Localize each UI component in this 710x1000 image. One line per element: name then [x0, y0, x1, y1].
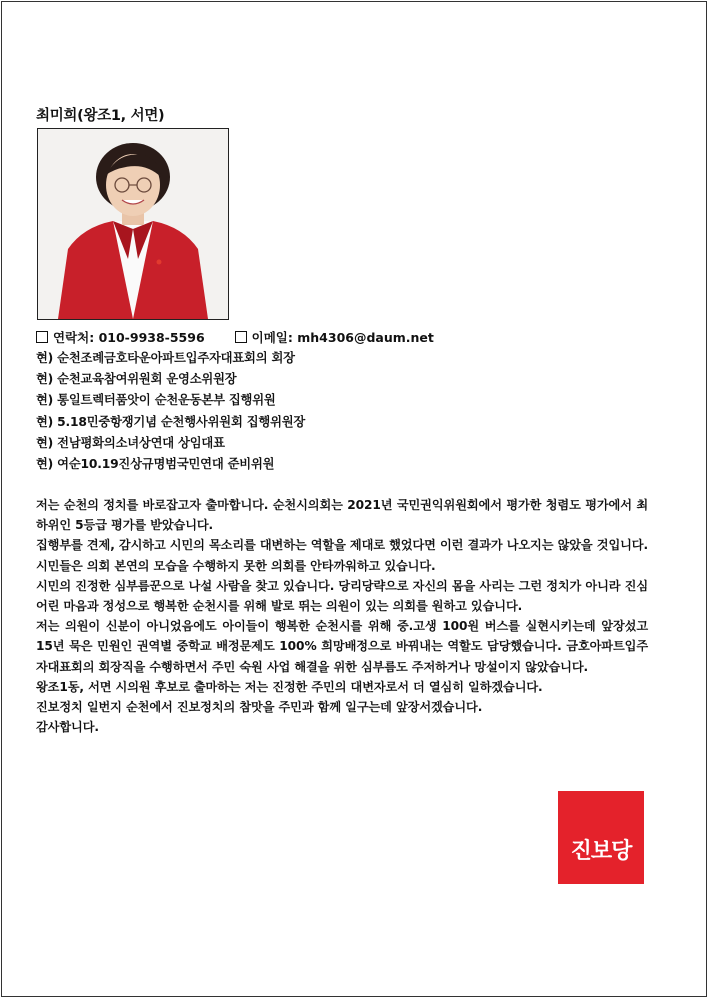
- phone-number: 010-9938-5596: [98, 330, 205, 345]
- statement-paragraph: 진보정치 일번지 순천에서 진보정치의 참맛을 주민과 함께 일구는데 앞장서겠습니다.: [36, 700, 483, 715]
- statement-paragraph: 시민의 진정한 심부름꾼으로 나설 사람을 찾고 있습니다. 당리당략으로 자신의 몸을 사리는 그런 정치가 아니라 진심어린 마음과 정성으로 행복한 순천시를 위해 발로 뛰는 의원이 있는 의회를 원하고 있습니다.: [36, 578, 648, 614]
- role-item: 현) 여순10.19진상규명범국민연대 준비위원: [36, 456, 275, 471]
- role-list: [36, 348, 305, 475]
- checkbox-icon: [36, 331, 48, 343]
- role-item: 현) 순천교육참여위원회 운영소위원장: [36, 372, 237, 387]
- statement-paragraph: 감사합니다.: [36, 720, 99, 735]
- statement-body: [36, 495, 648, 737]
- candidate-name: 최미희(왕조1, 서면): [36, 108, 165, 124]
- phone-label: 연락처:: [53, 330, 95, 345]
- statement-paragraph: 저는 순천의 정치를 바로잡고자 출마합니다. 순천시의회는 2021년 국민권익위원회에서 평가한 청렴도 평가에서 최하위인 5등급 평가를 받았습니다.: [36, 498, 648, 533]
- role-item: 현) 순천조례금호타운아파트입주자대표회의 회장: [36, 351, 295, 365]
- candidate-photo: [37, 128, 229, 320]
- email-label: 이메일:: [251, 330, 293, 345]
- statement-paragraph: 집행부를 견제, 감시하고 시민의 목소리를 대변하는 역할을 제대로 했었다면 이런 결과가 나오지는 않았을 것입니다. 시민들은 의회 본연의 모습을 수행하지 못한 의회를 안타까워하고 있습니다.: [36, 538, 648, 573]
- role-item: 현) 통일트렉터품앗이 순천운동본부 집행위원: [36, 393, 276, 408]
- checkbox-icon: [235, 331, 247, 343]
- party-logo-text: 진보당: [570, 839, 632, 864]
- statement-paragraph: 저는 의원이 신분이 아니었음에도 아이들이 행복한 순천시를 위해 중.고생 100원 버스를 실현시키는데 앞장섰고 15년 묵은 민원인 권역별 중학교 배정문제도 100% 희망배정으로 바꿔내는 역할도 담당했습니다. 금호아파트입주자대표회의 회장직을 수행하면서 주민 숙원 사업 해결을 위한 심부름도 주저하거나 망설이지 않았습니다.: [36, 619, 648, 674]
- statement-paragraph: 왕조1동, 서면 시의원 후보로 출마하는 저는 진정한 주민의 대변자로서 더 열심히 일하겠습니다.: [36, 679, 543, 694]
- party-logo: [558, 791, 644, 884]
- contact-line: [36, 328, 434, 346]
- email-address[interactable]: mh4306@daum.net: [297, 330, 434, 345]
- role-item: 현) 전남평화의소녀상연대 상임대표: [36, 435, 225, 450]
- role-item: 현) 5.18민중항쟁기념 순천행사위원회 집행위원장: [36, 414, 306, 429]
